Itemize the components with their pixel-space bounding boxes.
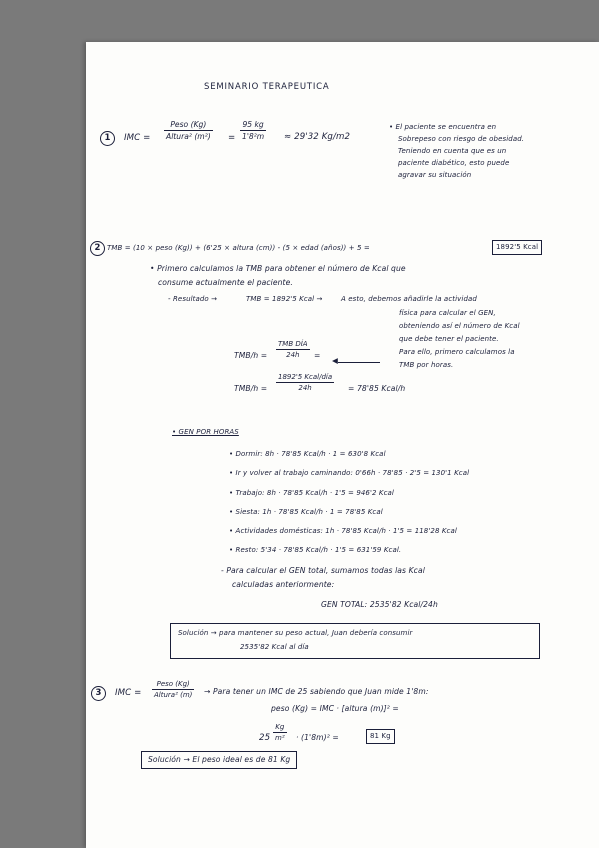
- imc-fraction-3: [152, 680, 194, 699]
- tmb-bullet-line-1: • Primero calculamos la TMB para obtener el número de Kcal que: [150, 264, 406, 273]
- tmbh-fraction-1-numerator: TMB DÍA: [278, 340, 308, 348]
- calc-fraction: [273, 723, 287, 742]
- note-line: Sobrepeso con riesgo de obesidad.: [398, 135, 525, 143]
- imc-fraction-1: [164, 120, 213, 141]
- gen-item: • Siesta: 1h · 78'85 Kcal/h · 1 = 78'85 Kcal: [229, 508, 383, 516]
- gen-sum-line-1: - Para calcular el GEN total, sumamos todas las Kcal: [221, 566, 425, 575]
- result-value: TMB = 1892'5 Kcal →: [246, 295, 323, 303]
- result-note-line: física para calcular el GEN,: [399, 309, 496, 317]
- tmbh-label-2: TMB/h =: [234, 384, 268, 393]
- document-page: [86, 42, 599, 848]
- section-3-number: 3: [91, 686, 106, 701]
- result-note-first: A esto, debemos añadirle la actividad: [341, 295, 477, 303]
- gen-item: • Trabajo: 8h · 78'85 Kcal/h · 1'5 = 946'2 Kcal: [229, 489, 394, 497]
- section-3-formula: peso (Kg) = IMC · [altura (m)]² =: [271, 704, 399, 713]
- calc-fraction-numerator: Kg: [275, 723, 285, 731]
- result-note-line: que debe tener el paciente.: [399, 335, 499, 343]
- tmbh-label-1: TMB/h =: [234, 351, 268, 360]
- gen-item: • Dormir: 8h · 78'85 Kcal/h · 1 = 630'8 Kcal: [229, 450, 386, 458]
- tmbh-fraction-2: [276, 373, 334, 392]
- gen-item: • Actividades domésticas: 1h · 78'85 Kcal/h · 1'5 = 118'28 Kcal: [229, 527, 457, 535]
- tmb-formula-result-box: 1892'5 Kcal: [492, 240, 542, 255]
- tmbh-fraction-2-denominator: 24h: [276, 382, 334, 392]
- gen-item: • Resto: 5'34 · 78'85 Kcal/h · 1'5 = 631'59 Kcal.: [229, 546, 402, 554]
- result-note-line: obteniendo así el número de Kcal: [399, 322, 520, 330]
- calc-result-box: 81 Kg: [366, 729, 395, 744]
- calc-tail: · (1'8m)² =: [296, 733, 339, 742]
- section-3-statement: → Para tener un IMC de 25 sabiendo que Juan mide 1'8m:: [204, 687, 429, 696]
- tmbh-fraction-2-numerator: 1892'5 Kcal/día: [278, 373, 333, 381]
- calc-fraction-denominator: m²: [275, 734, 285, 742]
- calc-25: 25: [259, 733, 271, 743]
- note-line: • El paciente se encuentra en: [389, 123, 497, 131]
- imc-fraction-2: [240, 120, 266, 141]
- gen-title: • GEN POR HORAS: [172, 428, 239, 436]
- left-arrow-icon: ◀: [332, 356, 338, 365]
- imc-fraction-2-denominator: 1'8²m: [242, 132, 265, 141]
- solution-box-3: Solución → El peso ideal es de 81 Kg: [141, 751, 297, 769]
- imc-label-3: IMC =: [115, 688, 142, 698]
- gen-sum-line-2: calculadas anteriormente:: [232, 580, 335, 589]
- imc-fraction-2-numerator: 95 kg: [242, 120, 264, 129]
- solution-2-line-1: Solución → para mantener su peso actual, Juan debería consumir: [178, 629, 413, 637]
- note-line: Teniendo en cuenta que es un: [398, 147, 507, 155]
- tmb-bullet-line-2: consume actualmente el paciente.: [158, 278, 293, 287]
- left-arrow-line: [338, 362, 380, 363]
- imc-fraction-3-numerator: Peso (Kg): [156, 680, 190, 688]
- note-line: agravar su situación: [398, 171, 472, 179]
- imc-fraction-3-denominator: Altura² (m): [154, 691, 193, 699]
- note-line: paciente diabético, esto puede: [398, 159, 510, 167]
- section-1-number: 1: [100, 131, 115, 146]
- equals-1: =: [228, 133, 236, 143]
- tmbh-fraction-1: [276, 340, 310, 359]
- page-title: SEMINARIO TERAPEUTICA: [204, 82, 330, 92]
- result-note-line: TMB por horas.: [399, 361, 454, 369]
- gen-item: • Ir y volver al trabajo caminando: 0'66h · 78'85 · 2'5 = 130'1 Kcal: [229, 469, 470, 477]
- solution-2-line-2: 2535'82 Kcal al día: [240, 643, 309, 651]
- imc-label-1: IMC =: [124, 133, 151, 143]
- tmbh-fraction-1-denominator: 24h: [276, 349, 310, 359]
- result-label: - Resultado →: [168, 295, 218, 303]
- imc-result: ≈ 29'32 Kg/m2: [284, 132, 351, 142]
- result-note-line: Para ello, primero calculamos la: [399, 348, 515, 356]
- tmbh-result: = 78'85 Kcal/h: [348, 384, 406, 393]
- imc-fraction-1-numerator: Peso (Kg): [170, 120, 207, 129]
- gen-total: GEN TOTAL: 2535'82 Kcal/24h: [321, 600, 438, 609]
- tmb-formula: TMB = (10 × peso (Kg)) + (6'25 × altura (cm)) - (5 × edad (años)) + 5 =: [107, 244, 370, 252]
- imc-fraction-1-denominator: Altura² (m²): [166, 132, 211, 141]
- tmbh-equals-1: =: [314, 351, 321, 360]
- section-2-number: 2: [90, 241, 105, 256]
